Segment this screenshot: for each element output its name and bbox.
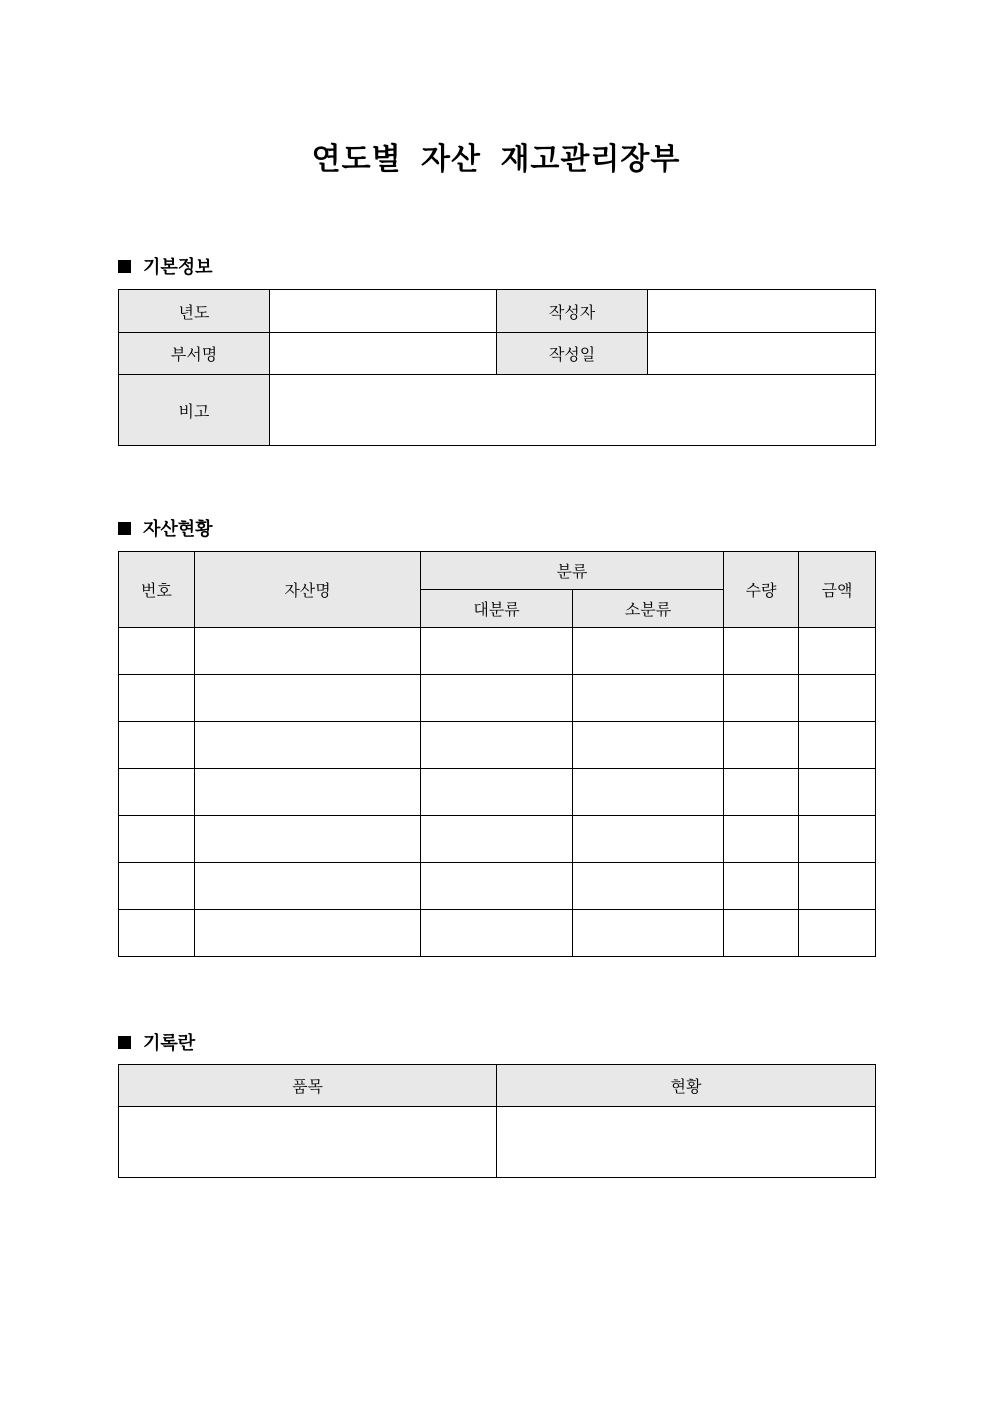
date-field[interactable]: [648, 333, 876, 375]
cell-major-category[interactable]: [421, 816, 573, 863]
cell-amount[interactable]: [799, 863, 876, 910]
records-table: [118, 1064, 876, 1178]
square-bullet-icon: [118, 522, 131, 535]
cell-no[interactable]: [119, 628, 195, 675]
section-heading-assets: [118, 515, 213, 541]
note-field[interactable]: [270, 375, 876, 446]
header-status: 현황: [497, 1065, 876, 1107]
header-no: 번호: [119, 552, 195, 628]
header-quantity: 수량: [724, 552, 799, 628]
cell-amount[interactable]: [799, 910, 876, 957]
year-field[interactable]: [270, 290, 497, 333]
cell-asset-name[interactable]: [195, 910, 421, 957]
cell-quantity[interactable]: [724, 816, 799, 863]
page-title: 연도별 자산 재고관리장부: [311, 142, 681, 177]
cell-major-category[interactable]: [421, 675, 573, 722]
square-bullet-icon: [118, 1036, 131, 1049]
header-category: 분류: [421, 552, 724, 590]
item-field[interactable]: [119, 1107, 497, 1178]
cell-no[interactable]: [119, 816, 195, 863]
cell-minor-category[interactable]: [573, 628, 724, 675]
table-row: [119, 675, 876, 722]
table-row: [119, 628, 876, 675]
date-label: 작성일: [497, 333, 648, 375]
cell-asset-name[interactable]: [195, 863, 421, 910]
cell-no[interactable]: [119, 769, 195, 816]
cell-amount[interactable]: [799, 816, 876, 863]
cell-no[interactable]: [119, 910, 195, 957]
cell-quantity[interactable]: [724, 910, 799, 957]
square-bullet-icon: [118, 260, 131, 273]
asset-status-table: [118, 551, 876, 957]
cell-major-category[interactable]: [421, 910, 573, 957]
cell-no[interactable]: [119, 863, 195, 910]
section-heading-label: 기록란: [143, 1033, 196, 1054]
cell-minor-category[interactable]: [573, 910, 724, 957]
table-row: [119, 910, 876, 957]
section-heading-basic: [118, 253, 213, 279]
cell-asset-name[interactable]: [195, 816, 421, 863]
cell-quantity[interactable]: [724, 722, 799, 769]
dept-label: 부서명: [119, 333, 270, 375]
author-field[interactable]: [648, 290, 876, 333]
cell-amount[interactable]: [799, 675, 876, 722]
basic-info-table: [118, 289, 876, 446]
cell-amount[interactable]: [799, 769, 876, 816]
section-heading-label: 자산현황: [143, 519, 213, 540]
header-item: 품목: [119, 1065, 497, 1107]
cell-major-category[interactable]: [421, 863, 573, 910]
header-asset-name: 자산명: [195, 552, 421, 628]
note-label: 비고: [119, 375, 270, 446]
cell-minor-category[interactable]: [573, 722, 724, 769]
cell-asset-name[interactable]: [195, 675, 421, 722]
status-field[interactable]: [497, 1107, 876, 1178]
cell-minor-category[interactable]: [573, 675, 724, 722]
year-label: 년도: [119, 290, 270, 333]
cell-asset-name[interactable]: [195, 769, 421, 816]
cell-quantity[interactable]: [724, 769, 799, 816]
cell-asset-name[interactable]: [195, 628, 421, 675]
table-row: [119, 769, 876, 816]
section-heading-records: [118, 1029, 195, 1055]
table-row: [119, 722, 876, 769]
cell-minor-category[interactable]: [573, 816, 724, 863]
cell-amount[interactable]: [799, 722, 876, 769]
author-label: 작성자: [497, 290, 648, 333]
cell-no[interactable]: [119, 675, 195, 722]
dept-field[interactable]: [270, 333, 497, 375]
header-amount: 금액: [799, 552, 876, 628]
cell-quantity[interactable]: [724, 675, 799, 722]
cell-quantity[interactable]: [724, 863, 799, 910]
cell-quantity[interactable]: [724, 628, 799, 675]
cell-major-category[interactable]: [421, 769, 573, 816]
cell-major-category[interactable]: [421, 628, 573, 675]
cell-amount[interactable]: [799, 628, 876, 675]
cell-minor-category[interactable]: [573, 863, 724, 910]
cell-no[interactable]: [119, 722, 195, 769]
section-heading-label: 기본정보: [143, 257, 213, 278]
header-major-category: 대분류: [421, 590, 573, 628]
cell-major-category[interactable]: [421, 722, 573, 769]
cell-asset-name[interactable]: [195, 722, 421, 769]
table-row: [119, 863, 876, 910]
table-row: [119, 816, 876, 863]
cell-minor-category[interactable]: [573, 769, 724, 816]
header-minor-category: 소분류: [573, 590, 724, 628]
